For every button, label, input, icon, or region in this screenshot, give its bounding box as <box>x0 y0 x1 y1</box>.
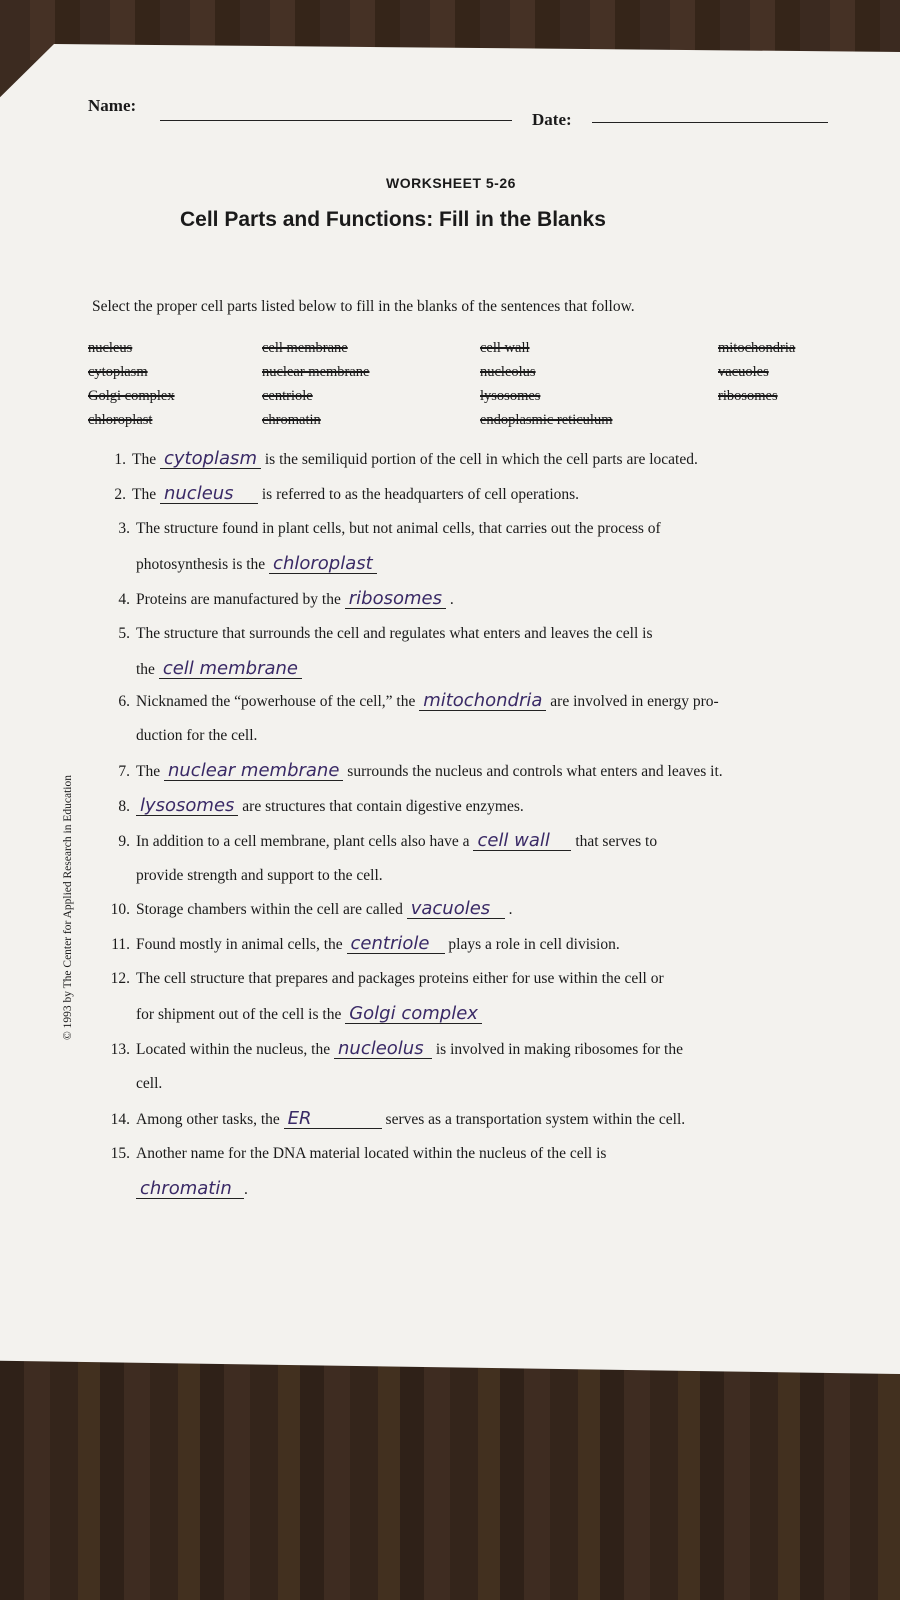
question-9-continuation <box>136 867 383 885</box>
question-text: The structure found in plant cells, but not animal cells, that carries out the process of <box>136 520 661 537</box>
question-15 <box>104 1145 606 1163</box>
word-bank-term: Golgi complex <box>88 388 175 404</box>
question-text: are structures that contain digestive enzymes. <box>242 798 524 815</box>
question-text: Storage chambers within the cell are called <box>136 901 403 918</box>
question-number: 9. <box>118 833 130 850</box>
question-number: 2. <box>114 486 126 503</box>
question-text: plays a role in cell division. <box>448 936 620 953</box>
answer-blank[interactable]: cell membrane <box>159 660 302 679</box>
question-text: Found mostly in animal cells, the <box>136 936 343 953</box>
answer-blank[interactable]: cytoplasm <box>160 450 261 469</box>
question-text: . <box>508 901 513 918</box>
question-text: The <box>132 451 157 468</box>
name-line <box>160 120 512 121</box>
answer-blank[interactable]: nuclear membrane <box>164 762 343 781</box>
question-text: Another name for the DNA material located within the nucleus of the cell is <box>136 1145 607 1162</box>
question-5-continuation <box>136 660 302 679</box>
question-text: In addition to a cell membrane, plant cells also have a <box>136 833 470 850</box>
question-3-continuation <box>136 555 377 574</box>
question-text: Proteins are manufactured by the <box>136 591 341 608</box>
question-text: cell. <box>136 1075 163 1092</box>
answer-blank[interactable]: Golgi complex <box>345 1005 482 1024</box>
word-bank-term: cell membrane <box>262 340 348 356</box>
name-label: Name: <box>88 96 137 115</box>
answer-blank[interactable]: mitochondria <box>419 692 546 711</box>
question-12 <box>104 970 664 988</box>
question-text: The <box>136 763 161 780</box>
answer-blank[interactable]: cell wall <box>473 832 571 851</box>
question-text: is referred to as the headquarters of cell operations. <box>261 486 580 503</box>
question-text: The structure that surrounds the cell and regulates what enters and leaves the cell is <box>136 625 653 642</box>
answer-blank[interactable]: centriole <box>347 935 445 954</box>
page-title: Cell Parts and Functions: Fill in the Blanks <box>180 208 606 231</box>
question-text: the <box>136 661 155 678</box>
question-text: serves as a transportation system within the cell. <box>385 1111 686 1128</box>
question-number: 4. <box>118 591 130 608</box>
question-text: is involved in making ribosomes for the <box>435 1041 683 1058</box>
question-text: are involved in energy pro- <box>550 693 719 710</box>
question-number: 8. <box>118 798 130 815</box>
question-text: duction for the cell. <box>136 727 258 744</box>
question-text: photosynthesis is the <box>136 556 266 573</box>
question-11 <box>104 935 620 954</box>
question-text: Among other tasks, the <box>136 1111 280 1128</box>
copyright-notice: © 1993 by The Center for Applied Research in Education <box>62 775 74 1040</box>
question-6 <box>104 692 719 711</box>
date-line <box>592 122 828 123</box>
question-14 <box>104 1110 685 1129</box>
question-number: 11. <box>111 936 130 953</box>
word-bank-term: nucleolus <box>480 364 536 380</box>
word-bank-term: centriole <box>262 388 313 404</box>
word-bank-term: vacuoles <box>718 364 769 380</box>
question-number: 5. <box>118 625 130 642</box>
word-bank-term: ribosomes <box>718 388 778 404</box>
question-5 <box>104 625 652 643</box>
question-number: 15. <box>110 1145 130 1162</box>
answer-blank[interactable]: nucleus <box>160 485 258 504</box>
question-8 <box>104 797 524 816</box>
question-number: 10. <box>110 901 130 918</box>
question-4 <box>104 590 454 609</box>
question-number: 12. <box>110 970 130 987</box>
date-label: Date: <box>532 110 572 129</box>
question-text: provide strength and support to the cell. <box>136 867 383 884</box>
question-7 <box>104 762 723 781</box>
question-15-continuation <box>136 1180 248 1199</box>
word-bank-term: nucleus <box>88 340 133 356</box>
question-text: The cell structure that prepares and packages proteins either for use within the cell or <box>136 970 664 987</box>
question-number: 7. <box>118 763 130 780</box>
question-text: Located within the nucleus, the <box>136 1041 331 1058</box>
question-text: . <box>449 591 454 608</box>
question-3 <box>104 520 661 538</box>
question-10 <box>104 900 512 919</box>
question-number: 1. <box>114 451 126 468</box>
answer-blank[interactable]: vacuoles <box>407 900 505 919</box>
question-9 <box>104 832 657 851</box>
question-text: that serves to <box>575 833 658 850</box>
answer-blank[interactable]: lysosomes <box>136 797 238 816</box>
question-number: 3. <box>118 520 130 537</box>
question-13 <box>104 1040 683 1059</box>
word-bank-term: cell wall <box>480 340 530 356</box>
word-bank-term: nuclear membrane <box>262 364 370 380</box>
question-6-continuation <box>136 727 257 745</box>
answer-blank[interactable]: ribosomes <box>345 590 446 609</box>
word-bank-term: chloroplast <box>88 412 153 428</box>
answer-blank[interactable]: chromatin <box>136 1180 244 1199</box>
question-13-continuation <box>136 1075 162 1093</box>
question-number: 6. <box>118 693 130 710</box>
wood-table-bottom <box>0 1360 900 1600</box>
question-text: is the semiliquid portion of the cell in which the cell parts are located. <box>264 451 698 468</box>
question-1 <box>100 450 698 469</box>
word-bank-term: chromatin <box>262 412 321 428</box>
worksheet-number: WORKSHEET 5-26 <box>386 175 516 191</box>
word-bank-term: endoplasmic reticulum <box>480 412 613 428</box>
question-number: 13. <box>110 1041 130 1058</box>
question-number: 14. <box>110 1111 130 1128</box>
question-text: surrounds the nucleus and controls what enters and leaves it. <box>347 763 723 780</box>
question-text: Nicknamed the “powerhouse of the cell,” the <box>136 693 416 710</box>
question-text: for shipment out of the cell is the <box>136 1006 342 1023</box>
answer-blank[interactable]: chloroplast <box>269 555 377 574</box>
question-text: The <box>132 486 157 503</box>
word-bank-term: lysosomes <box>480 388 541 404</box>
word-bank-term: cytoplasm <box>88 364 148 380</box>
word-bank-term: mitochondria <box>718 340 796 356</box>
question-12-continuation <box>136 1005 482 1024</box>
answer-blank[interactable]: nucleolus <box>334 1040 432 1059</box>
answer-blank[interactable]: ER <box>284 1110 382 1129</box>
question-2 <box>100 485 579 504</box>
instructions: Select the proper cell parts listed below to fill in the blanks of the sentences that follow. <box>92 298 635 315</box>
question-text: . <box>244 1181 248 1198</box>
